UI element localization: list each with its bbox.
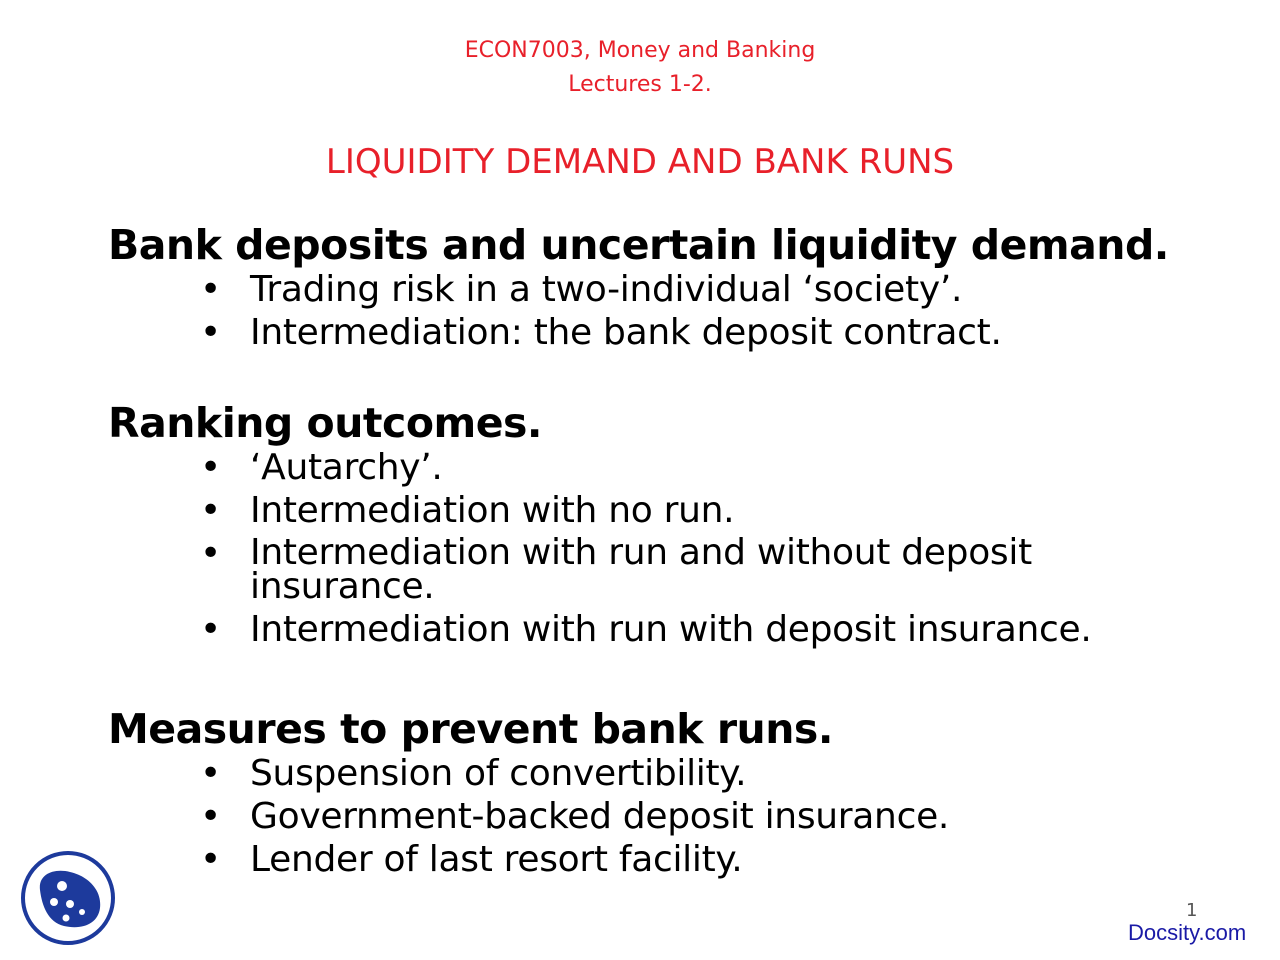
bullet-icon: • [200,753,221,794]
section-bank-deposits [108,222,1228,354]
section-measures [108,706,1228,881]
docsity-logo-icon [20,850,116,946]
list-item [108,752,1228,795]
bullet-icon: • [200,447,221,488]
bullet-icon: • [200,796,221,837]
lectures-label: Lectures 1-2. [568,72,712,97]
list-item-text: ‘Autarchy’. [250,447,443,488]
docsity-link[interactable]: Docsity.com [1128,920,1247,945]
list-item [108,446,1228,489]
list-item [108,268,1228,311]
bullet-list [108,268,1228,354]
list-item-text: Intermediation with run with deposit insurance. [250,609,1092,650]
list-item [108,489,1228,532]
list-item-text: Intermediation with no run. [250,490,735,531]
bullet-list [108,752,1228,881]
list-item-text: Suspension of convertibility. [250,753,747,794]
page-number: 1 [1186,900,1198,921]
bullet-icon: • [200,533,221,574]
course-title: ECON7003, Money and Banking [464,38,816,63]
list-item [108,532,1228,608]
list-item [108,795,1228,838]
bullet-icon: • [200,490,221,531]
list-item [108,838,1228,881]
section-heading: Bank deposits and uncertain liquidity demand. [108,221,1169,269]
list-item-text: Intermediation with run and without deposit insurance. [250,532,1032,607]
list-item-text: Lender of last resort facility. [250,839,743,880]
section-heading: Ranking outcomes. [108,399,542,447]
list-item [108,608,1228,651]
slide-title: LIQUIDITY DEMAND AND BANK RUNS [325,142,955,182]
list-item [108,311,1228,354]
list-item-text: Intermediation: the bank deposit contract. [250,312,1002,353]
bullet-icon: • [200,609,221,650]
bullet-icon: • [200,312,221,353]
bullet-list [108,446,1228,651]
bullet-icon: • [200,839,221,880]
list-item-text: Trading risk in a two-individual ‘society’. [250,269,963,310]
section-ranking-outcomes [108,400,1228,651]
list-item-text: Government-backed deposit insurance. [250,796,950,837]
bullet-icon: • [200,269,221,310]
section-heading: Measures to prevent bank runs. [108,705,833,753]
